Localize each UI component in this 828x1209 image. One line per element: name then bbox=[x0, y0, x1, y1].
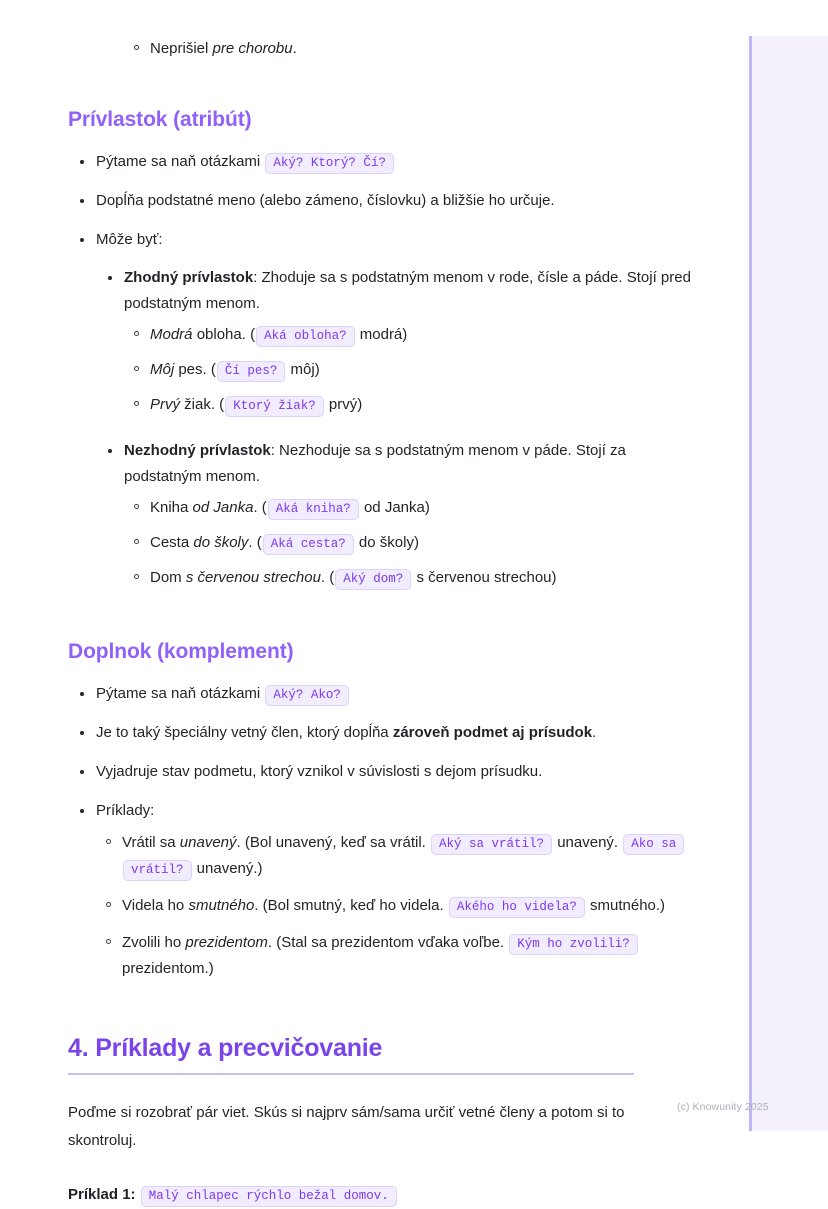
exercises-intro: Poďme si rozobrať pár viet. Skús si najprv sám/sama určiť vetné členy a potom si to skontroluj. bbox=[68, 1104, 625, 1149]
question-badge: Aký sa vrátil? bbox=[431, 834, 552, 855]
exercises-title: 4. Príklady a precvičovanie bbox=[68, 1034, 383, 1062]
doplnok-examples-list bbox=[96, 830, 700, 982]
title-divider bbox=[68, 1073, 634, 1075]
list-item bbox=[96, 893, 700, 919]
example-mid: . ( bbox=[320, 569, 335, 586]
example-mid: obloha. ( bbox=[192, 326, 256, 343]
list-item bbox=[96, 830, 700, 882]
example-mid: . (Bol unavený, keď sa vrátil. bbox=[236, 834, 430, 851]
item-text: Dopĺňa podstatné meno (alebo zámeno, číslovku) a bližšie ho určuje. bbox=[96, 192, 555, 209]
right-side-panel bbox=[749, 36, 828, 1131]
term-description: : Nezhoduje sa s podstatným menom v páde. Stojí za podstatným menom. bbox=[124, 442, 626, 485]
example-tail: od Janka) bbox=[359, 499, 430, 516]
example-tail: môj) bbox=[286, 361, 320, 378]
zhodny-examples-list bbox=[124, 322, 700, 418]
example-head: Dom bbox=[150, 569, 186, 586]
example-head: Cesta bbox=[150, 534, 194, 551]
spacer bbox=[68, 603, 700, 639]
question-badge-secondary: Ako sa vrátil? bbox=[123, 834, 684, 881]
list-item bbox=[124, 392, 700, 418]
list-item bbox=[124, 36, 700, 62]
list-item bbox=[68, 759, 700, 785]
privlastok-types-list bbox=[96, 265, 700, 591]
section-heading-privlastok: Prívlastok (atribút) bbox=[68, 108, 252, 131]
example-italic: Modrá bbox=[150, 326, 193, 343]
example-italic: unavený bbox=[179, 834, 237, 851]
example-mid: . (Stal sa prezidentom vďaka voľbe. bbox=[267, 934, 509, 951]
spacer bbox=[68, 993, 700, 1033]
fragment-italic: pre chorobu bbox=[212, 40, 293, 57]
section-heading-doplnok: Doplnok (komplement) bbox=[68, 640, 294, 663]
item-emphasis: zároveň podmet aj prísudok bbox=[392, 724, 593, 741]
example-italic: smutného bbox=[188, 897, 255, 914]
fragment-text-before: Neprišiel bbox=[150, 40, 213, 57]
term-description: : Zhoduje sa s podstatným menom v rode, čísle a páde. Stojí pred podstatným menom. bbox=[124, 269, 691, 312]
example-mid: . ( bbox=[253, 499, 267, 516]
example-italic: prezidentom bbox=[185, 934, 268, 951]
list-item bbox=[68, 720, 700, 746]
item-text: Môže byť: bbox=[96, 231, 163, 248]
example-tail: modrá) bbox=[355, 326, 408, 343]
example-mid: žiak. ( bbox=[180, 396, 225, 413]
list-item bbox=[68, 227, 700, 591]
list-item bbox=[68, 188, 700, 214]
copyright-footer: (c) Knowunity 2025 bbox=[677, 1101, 769, 1113]
question-badge: Aký? Ako? bbox=[265, 685, 349, 706]
item-text: Príklady: bbox=[96, 802, 155, 819]
example-italic: s červenou strechou bbox=[185, 569, 321, 586]
privlastok-list bbox=[68, 149, 700, 591]
question-badge: Aký? Ktorý? Čí? bbox=[265, 153, 394, 174]
list-item bbox=[124, 495, 700, 521]
example-tail: do školy) bbox=[354, 534, 419, 551]
example-italic: od Janka bbox=[192, 499, 254, 516]
example-head: Vrátil sa bbox=[122, 834, 180, 851]
list-item bbox=[68, 798, 700, 982]
example-tail: smutného.) bbox=[585, 897, 666, 914]
question-badge: Akého ho videla? bbox=[449, 897, 585, 918]
example-tail: prvý) bbox=[324, 396, 363, 413]
question-badge: Aká cesta? bbox=[263, 534, 354, 555]
example-tail: s červenou strechou) bbox=[412, 569, 557, 586]
example-head: Videla ho bbox=[122, 897, 189, 914]
item-text: Vyjadruje stav podmetu, ktorý vznikol v súvislosti s dejom prísudku. bbox=[96, 763, 543, 780]
item-text: Pýtame sa naň otázkami bbox=[96, 153, 265, 170]
list-item bbox=[68, 681, 700, 707]
example-tail: prezidentom.) bbox=[122, 960, 214, 977]
example-label: Príklad 1: bbox=[68, 1186, 136, 1203]
question-badge: Ktorý žiak? bbox=[225, 396, 324, 417]
list-item bbox=[124, 530, 700, 556]
example-mid2: unavený. bbox=[553, 834, 623, 851]
question-badge: Aký dom? bbox=[335, 569, 411, 590]
example-sentence-badge: Malý chlapec rýchlo bežal domov. bbox=[141, 1186, 397, 1207]
list-item bbox=[124, 357, 700, 383]
list-item bbox=[124, 565, 700, 591]
doplnok-list bbox=[68, 681, 700, 982]
list-item bbox=[96, 930, 700, 982]
nezhodny-examples-list bbox=[124, 495, 700, 591]
item-text: Je to taký špeciálny vetný člen, ktorý dopĺňa bbox=[96, 724, 393, 741]
example-italic: Prvý bbox=[150, 396, 180, 413]
question-badge: Aká obloha? bbox=[256, 326, 355, 347]
list-item bbox=[124, 322, 700, 348]
example-tail: unavený.) bbox=[192, 860, 263, 877]
example-mid: . ( bbox=[248, 534, 262, 551]
question-badge: Aká kniha? bbox=[268, 499, 359, 520]
term-label: Nezhodný prívlastok bbox=[124, 442, 271, 459]
term-label: Zhodný prívlastok bbox=[124, 269, 254, 286]
question-badge: Kým ho zvolili? bbox=[509, 934, 638, 955]
example-mid: . (Bol smutný, keď ho videla. bbox=[254, 897, 448, 914]
example-head: Kniha bbox=[150, 499, 193, 516]
spacer bbox=[68, 71, 700, 107]
previous-section-remainder bbox=[124, 36, 700, 62]
list-item bbox=[96, 265, 700, 418]
example-1-line bbox=[68, 1181, 700, 1209]
item-suffix: . bbox=[592, 724, 597, 741]
example-mid: pes. ( bbox=[174, 361, 216, 378]
fragment-text-after: . bbox=[292, 40, 297, 57]
example-italic: do školy bbox=[193, 534, 249, 551]
example-italic: Môj bbox=[150, 361, 175, 378]
question-badge: Čí pes? bbox=[217, 361, 286, 382]
list-item bbox=[68, 149, 700, 175]
example-head: Zvolili ho bbox=[122, 934, 186, 951]
item-text: Pýtame sa naň otázkami bbox=[96, 685, 265, 702]
list-item bbox=[96, 438, 700, 591]
